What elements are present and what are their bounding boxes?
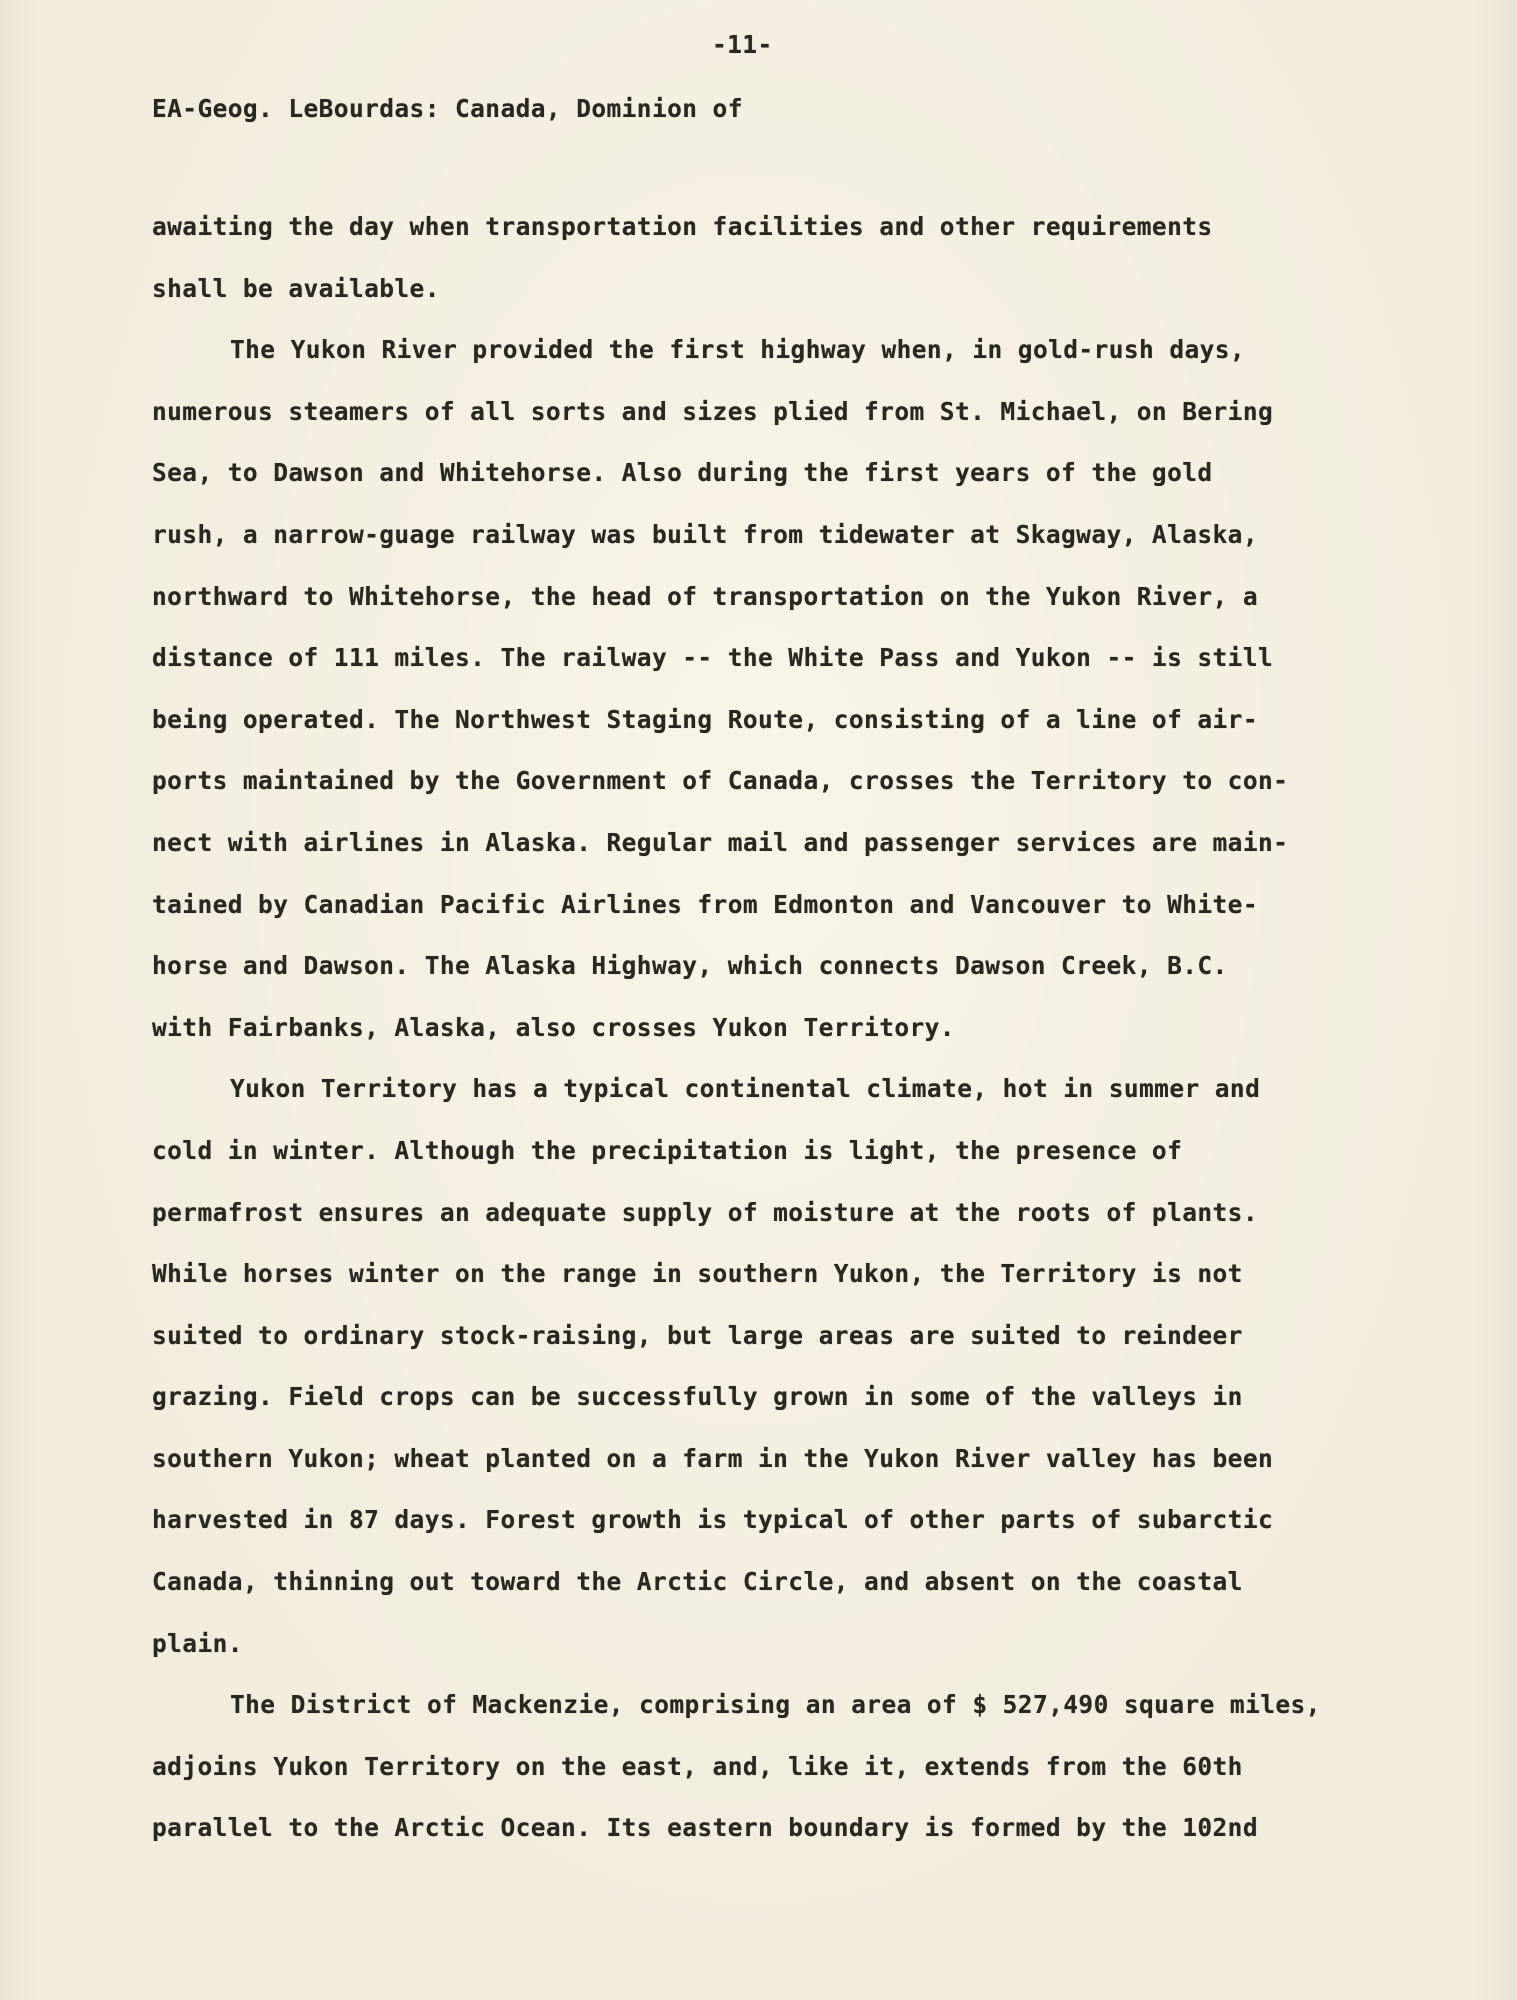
- text-line: shall be available.: [152, 273, 440, 303]
- text-line: Canada, thinning out toward the Arctic Circle, and absent on the coastal: [152, 1567, 1243, 1597]
- text-line: distance of 111 miles. The railway -- the White Pass and Yukon -- is still: [152, 643, 1274, 673]
- text-line: with Fairbanks, Alaska, also crosses Yukon Territory.: [152, 1012, 955, 1042]
- text-line: Sea, to Dawson and Whitehorse. Also during the first years of the gold: [152, 458, 1213, 488]
- text-line: permafrost ensures an adequate supply of moisture at the roots of plants.: [152, 1197, 1258, 1227]
- text-line: southern Yukon; wheat planted on a farm in the Yukon River valley has been: [152, 1443, 1274, 1473]
- text-line: The Yukon River provided the first highway when, in gold-rush days,: [230, 335, 1246, 365]
- text-line: adjoins Yukon Territory on the east, and, like it, extends from the 60th: [152, 1751, 1243, 1781]
- text-line: grazing. Field crops can be successfully grown in some of the valleys in: [152, 1382, 1243, 1412]
- text-line: harvested in 87 days. Forest growth is typical of other parts of subarctic: [152, 1505, 1274, 1535]
- text-line: suited to ordinary stock-raising, but large areas are suited to reindeer: [152, 1320, 1243, 1350]
- text-line: ports maintained by the Government of Canada, crosses the Territory to con-: [152, 766, 1289, 796]
- text-line: parallel to the Arctic Ocean. Its eastern boundary is formed by the 102nd: [152, 1813, 1258, 1843]
- page-number: -11-: [712, 30, 773, 59]
- text-line: While horses winter on the range in southern Yukon, the Territory is not: [152, 1259, 1243, 1289]
- document-header: EA-Geog. LeBourdas: Canada, Dominion of: [152, 94, 743, 123]
- text-line: horse and Dawson. The Alaska Highway, which connects Dawson Creek, B.C.: [152, 951, 1228, 981]
- text-line: The District of Mackenzie, comprising an area of $ 527,490 square miles,: [230, 1690, 1321, 1720]
- text-line: cold in winter. Although the precipitation is light, the presence of: [152, 1135, 1183, 1165]
- body-text: [152, 212, 1392, 1875]
- text-line: plain.: [152, 1628, 243, 1658]
- text-line: numerous steamers of all sorts and sizes plied from St. Michael, on Bering: [152, 396, 1274, 426]
- text-line: rush, a narrow-guage railway was built from tidewater at Skagway, Alaska,: [152, 519, 1258, 549]
- text-line: tained by Canadian Pacific Airlines from Edmonton and Vancouver to White-: [152, 889, 1258, 919]
- text-line: northward to Whitehorse, the head of transportation on the Yukon River, a: [152, 581, 1258, 611]
- text-line: being operated. The Northwest Staging Route, consisting of a line of air-: [152, 704, 1258, 734]
- text-line: awaiting the day when transportation facilities and other requirements: [152, 212, 1213, 241]
- text-line: Yukon Territory has a typical continental climate, hot in summer and: [230, 1074, 1261, 1104]
- text-line: nect with airlines in Alaska. Regular mail and passenger services are main-: [152, 827, 1289, 857]
